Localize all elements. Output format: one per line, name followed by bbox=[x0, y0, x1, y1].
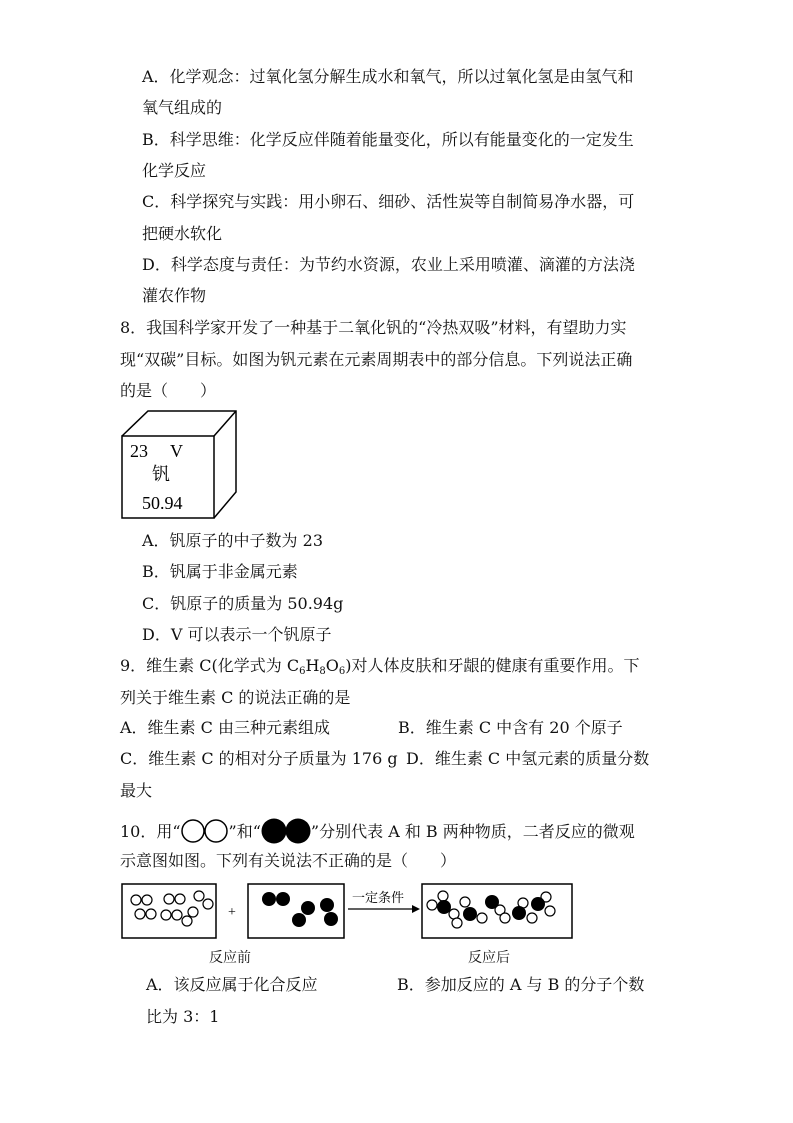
q10-option-b-line2: 比为 3：1 bbox=[146, 1007, 220, 1026]
q9-option-a: A．维生素 C 由三种元素组成 bbox=[120, 718, 330, 737]
label-before-reaction: 反应前 bbox=[209, 950, 251, 966]
q7-option-c-line1: C．科学探究与实践：用小卵石、细砂、活性炭等自制简易净水器，可 bbox=[142, 192, 635, 211]
q9-formula-c-subscript: 6 bbox=[299, 666, 306, 677]
q9-option-d: D．维生素 C 中氢元素的质量分数 bbox=[406, 749, 650, 768]
q8-option-c: C．钒原子的质量为 50.94g bbox=[142, 594, 344, 613]
q10-stem-line1 bbox=[120, 817, 635, 845]
element-card-vanadium bbox=[120, 408, 240, 520]
q9-formula-h: H bbox=[305, 656, 320, 675]
q9-option-c: C．维生素 C 的相对分子质量为 176 g bbox=[120, 749, 398, 768]
molecule-b-icon bbox=[261, 817, 311, 845]
reaction-condition: 一定条件 bbox=[352, 891, 405, 906]
q8-option-d: D．V 可以表示一个钒原子 bbox=[142, 625, 332, 644]
q7-option-d-line1: D．科学态度与责任：为节约水资源，农业上采用喷灌、滴灌的方法浇 bbox=[142, 255, 635, 274]
q10-stem-part2: ”和“ bbox=[228, 822, 261, 841]
q9-formula-o-subscript: 6 bbox=[338, 666, 346, 677]
element-name: 钒 bbox=[152, 464, 170, 485]
element-atomic-mass: 50.94 bbox=[142, 493, 183, 513]
plus-sign: + bbox=[228, 905, 236, 920]
q8-option-b: B．钒属于非金属元素 bbox=[142, 562, 298, 581]
q9-stem-suffix: )对人体皮肤和牙龈的健康有重要作用。下 bbox=[345, 656, 640, 675]
q9-stem-prefix: 9．维生素 C(化学式为 C bbox=[120, 656, 300, 675]
q7-option-c-line2: 把硬水软化 bbox=[142, 224, 223, 243]
q10-stem-part1: 10．用“ bbox=[120, 822, 181, 841]
q9-stem-line2: 列关于维生素 C 的说法正确的是 bbox=[120, 688, 351, 707]
q7-option-b-line2: 化学反应 bbox=[142, 161, 207, 180]
q10-option-b: B．参加反应的 A 与 B 的分子个数 bbox=[397, 975, 645, 994]
q9-stem-line1 bbox=[120, 656, 640, 682]
q8-stem-line3: 的是（ ） bbox=[120, 381, 217, 400]
q8-stem-line2: 现“双碳”目标。如图为钒元素在元素周期表中的部分信息。下列说法正确 bbox=[120, 350, 633, 369]
molecule-a-icon bbox=[181, 818, 229, 844]
q9-formula-h-subscript: 8 bbox=[319, 666, 326, 677]
q10-stem-part3: ”分别代表 A 和 B 两种物质，二者反应的微观 bbox=[310, 822, 635, 841]
q7-option-b-line1: B．科学思维：化学反应伴随着能量变化，所以有能量变化的一定发生 bbox=[142, 130, 634, 149]
q10-option-a: A．该反应属于化合反应 bbox=[146, 975, 318, 994]
q7-option-d-line2: 灌农作物 bbox=[142, 286, 207, 305]
element-symbol: V bbox=[170, 441, 183, 461]
q7-option-a-line2: 氧气组成的 bbox=[142, 98, 223, 117]
q7-option-a-line1: A．化学观念：过氧化氢分解生成水和氧气，所以过氧化氢是由氢气和 bbox=[142, 67, 634, 86]
q10-stem-line2: 示意图如图。下列有关说法不正确的是（ ） bbox=[120, 851, 457, 870]
reaction-diagram bbox=[120, 882, 580, 942]
q9-option-b: B．维生素 C 中含有 20 个原子 bbox=[398, 718, 623, 737]
q9-formula-o: O bbox=[325, 656, 339, 675]
label-after-reaction: 反应后 bbox=[468, 950, 510, 966]
q9-option-d-line2: 最大 bbox=[120, 781, 153, 800]
q8-stem-line1: 8．我国科学家开发了一种基于二氧化钒的“冷热双吸”材料，有望助力实 bbox=[120, 318, 627, 337]
q8-option-a: A．钒原子的中子数为 23 bbox=[142, 531, 324, 550]
element-atomic-number: 23 bbox=[130, 441, 148, 461]
